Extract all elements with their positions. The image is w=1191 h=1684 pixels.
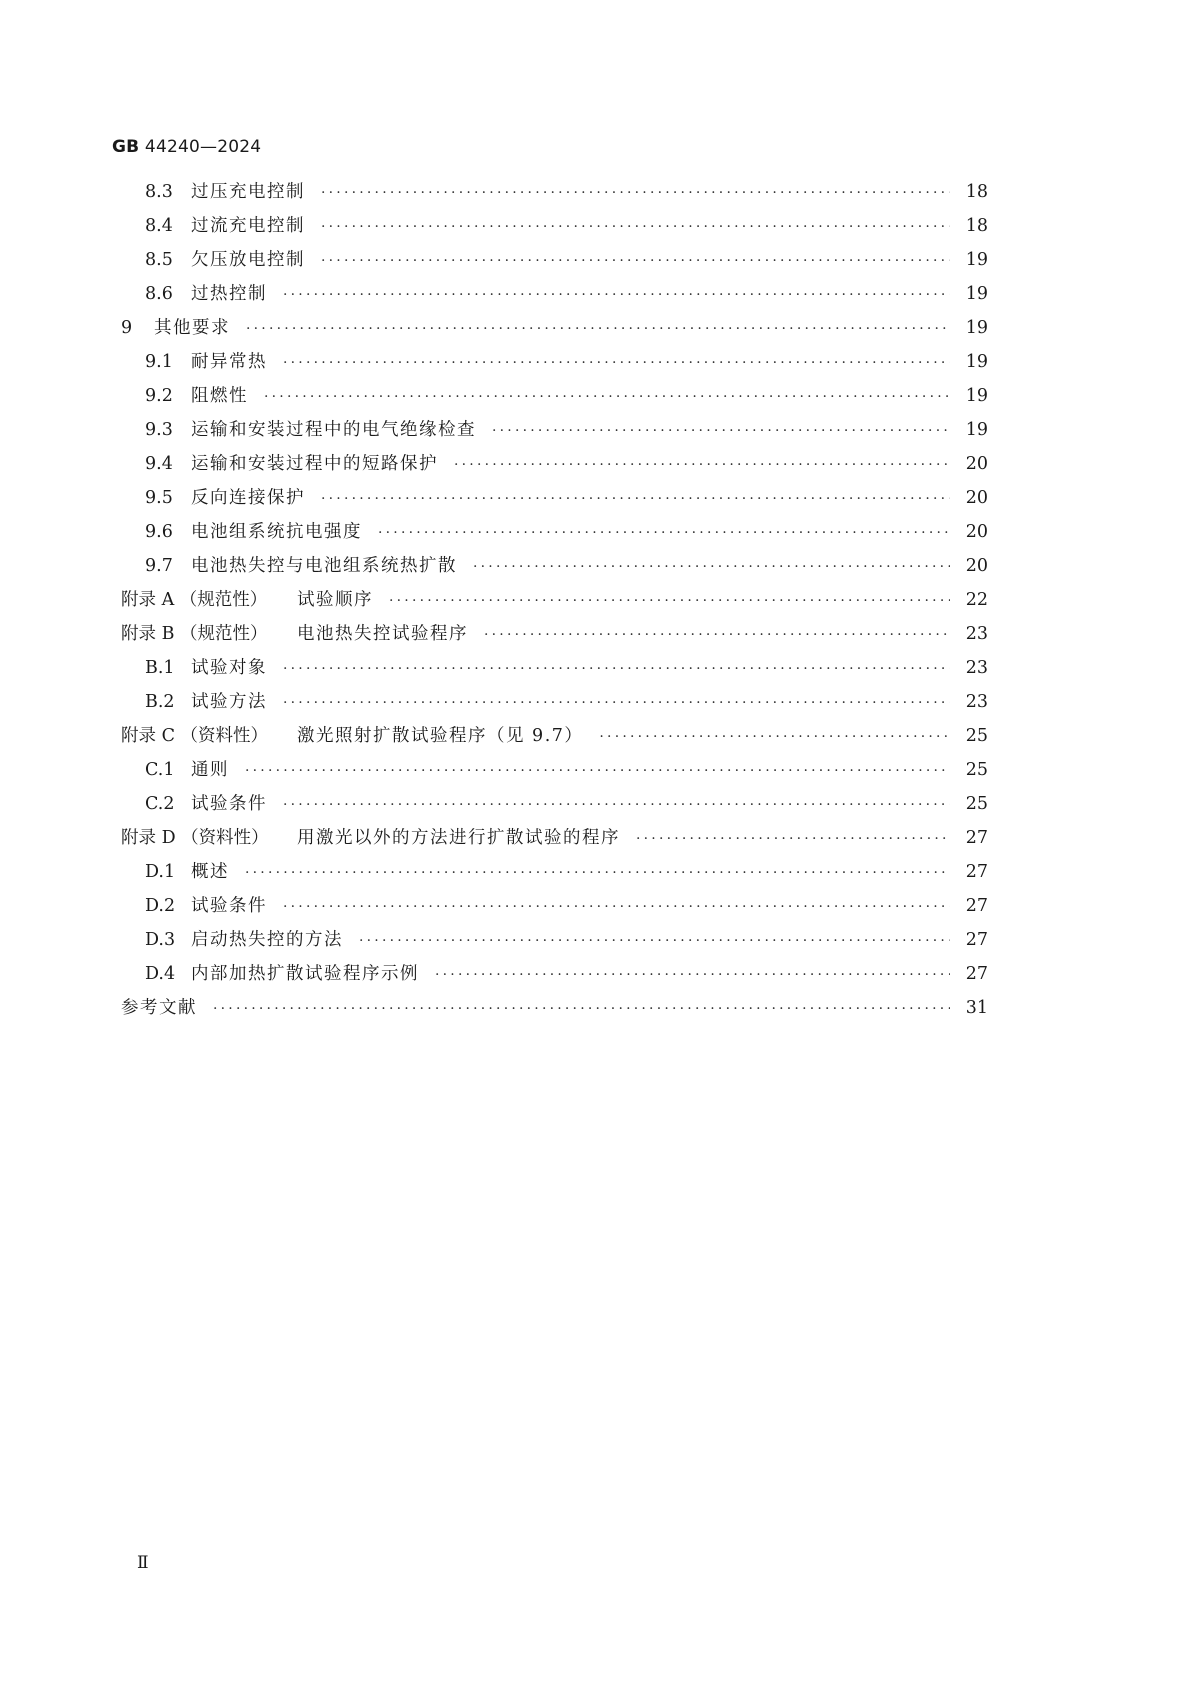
toc-leader-dots [321,253,950,269]
toc-entry[interactable] [145,790,988,816]
toc-entry[interactable] [145,518,988,544]
toc-entry-page: 19 [965,352,988,372]
toc-entry-page: 31 [965,998,988,1018]
toc-entry-page: 20 [965,556,988,576]
toc-entry[interactable] [145,552,988,578]
toc-entry-number: 8.5 [145,250,173,270]
toc-leader-dots [246,321,950,337]
toc-leader-dots [359,933,950,949]
toc-entry[interactable] [145,212,988,238]
toc-entry-page: 25 [965,726,988,746]
toc-leader-dots [492,423,950,439]
toc-entry-number: 8.3 [145,182,173,202]
toc-entry-page: 23 [965,692,988,712]
toc-entry-title: 参考文献 [121,998,197,1018]
toc-entry-page: 18 [965,216,988,236]
toc-entry-number: 9 [121,318,133,338]
toc-entry-page: 20 [965,454,988,474]
toc-entry-title: 电池热失控试验程序 [297,624,468,644]
toc-leader-dots [283,355,950,371]
toc-entry-title: 试验顺序 [297,590,373,610]
toc-entry-title: 试验对象 [191,658,267,678]
toc-entry-number: 9.6 [145,522,173,542]
toc-entry-title: 概述 [191,862,229,882]
toc-entry[interactable] [121,994,988,1020]
toc-entry-page: 19 [965,386,988,406]
toc-entry-page: 20 [965,522,988,542]
toc-entry-title: 运输和安装过程中的电气绝缘检查 [191,420,476,440]
toc-entry-number: D.1 [145,862,176,882]
toc-entry[interactable] [145,382,988,408]
toc-entry[interactable] [145,926,988,952]
toc-entry-page: 27 [965,964,988,984]
toc-entry-title: 通则 [191,760,229,780]
toc-entry-page: 19 [965,250,988,270]
toc-entry-title: 耐异常热 [191,352,267,372]
page-number: Ⅱ [137,1553,149,1573]
toc-entry-page: 19 [965,420,988,440]
toc-entry[interactable] [145,892,988,918]
toc-leader-dots [283,797,950,813]
toc-leader-dots [283,899,950,915]
toc-entry-title: 过热控制 [191,284,267,304]
toc-entry-number: 9.5 [145,488,173,508]
toc-leader-dots [245,865,950,881]
toc-entry[interactable] [145,756,988,782]
toc-entry-number: D.2 [145,896,176,916]
toc-entry-title: 启动热失控的方法 [191,930,343,950]
toc-leader-dots [473,559,950,575]
toc-entry-number: D.3 [145,930,176,950]
toc-entry-number: C.1 [145,760,175,780]
toc-entry-title: 激光照射扩散试验程序（见 9.7） [297,726,584,746]
toc-entry-title: 电池热失控与电池组系统热扩散 [191,556,457,576]
toc-entry[interactable] [145,858,988,884]
toc-entry[interactable] [145,416,988,442]
toc-entry-title: 试验方法 [191,692,267,712]
toc-leader-dots [283,661,950,677]
toc-entry[interactable] [121,314,988,340]
toc-leader-dots [213,1001,950,1017]
toc-entry-title: 试验条件 [191,896,267,916]
toc-entry-title: 电池组系统抗电强度 [191,522,362,542]
toc-entry-title: 反向连接保护 [191,488,305,508]
toc-entry-number: 9.1 [145,352,173,372]
toc-entry-number: B.1 [145,658,175,678]
toc-leader-dots [636,831,950,847]
toc-entry-number: C.2 [145,794,175,814]
toc-leader-dots [454,457,950,473]
toc-entry-number: 9.4 [145,454,173,474]
toc-entry-number: 9.7 [145,556,173,576]
toc-entry[interactable] [121,722,988,748]
toc-leader-dots [435,967,950,983]
toc-entry-title: 过流充电控制 [191,216,305,236]
toc-leader-dots [283,695,950,711]
toc-entry-title: 阻燃性 [191,386,248,406]
toc-entry-title: 欠压放电控制 [191,250,305,270]
standard-code-number: 44240—2024 [144,137,262,157]
toc-entry-title: 过压充电控制 [191,182,305,202]
toc-entry[interactable] [121,824,988,850]
toc-entry[interactable] [145,246,988,272]
toc-entry-page: 27 [965,862,988,882]
standard-code-prefix: GB [112,137,140,157]
toc-leader-dots [264,389,950,405]
toc-leader-dots [283,287,950,303]
toc-entry-page: 23 [965,624,988,644]
toc-entry-page: 19 [965,318,988,338]
toc-entry[interactable] [145,178,988,204]
toc-leader-dots [321,491,950,507]
toc-entry-title: 试验条件 [191,794,267,814]
toc-entry[interactable] [145,688,988,714]
toc-leader-dots [321,219,950,235]
toc-leader-dots [484,627,950,643]
toc-entry-page: 23 [965,658,988,678]
toc-leader-dots [245,763,950,779]
toc-entry[interactable] [121,620,988,646]
toc-leader-dots [599,729,950,745]
toc-entry-page: 27 [965,896,988,916]
toc-entry-page: 19 [965,284,988,304]
toc-entry-page: 27 [965,828,988,848]
toc-entry-page: 18 [965,182,988,202]
toc-leader-dots [389,593,950,609]
toc-entry-title: 其他要求 [154,318,230,338]
toc-entry-page: 25 [965,794,988,814]
toc-entry-number: 附录 C （资料性） [121,726,269,746]
toc-entry[interactable] [145,348,988,374]
toc-entry-number: 附录 B （规范性） [121,624,268,644]
toc-entry[interactable] [145,654,988,680]
toc-entry-page: 25 [965,760,988,780]
toc-entry-title: 用激光以外的方法进行扩散试验的程序 [297,828,620,848]
document-header [112,137,261,157]
toc-entry-page: 22 [965,590,988,610]
toc-leader-dots [378,525,950,541]
toc-entry[interactable] [145,960,988,986]
toc-entry-page: 20 [965,488,988,508]
toc-entry[interactable] [145,484,988,510]
toc-entry[interactable] [145,450,988,476]
toc-entry-page: 27 [965,930,988,950]
toc-leader-dots [321,185,950,201]
toc-entry-number: 附录 D （资料性） [121,828,269,848]
toc-entry-number: 8.6 [145,284,173,304]
toc-entry-number: 9.2 [145,386,173,406]
toc-entry-number: 8.4 [145,216,173,236]
toc-entry-number: B.2 [145,692,175,712]
toc-entry-title: 运输和安装过程中的短路保护 [191,454,438,474]
toc-entry[interactable] [145,280,988,306]
toc-entry-number: 附录 A （规范性） [121,590,268,610]
toc-entry[interactable] [121,586,988,612]
toc-entry-title: 内部加热扩散试验程序示例 [191,964,419,984]
toc-entry-number: 9.3 [145,420,173,440]
toc-entry-number: D.4 [145,964,176,984]
